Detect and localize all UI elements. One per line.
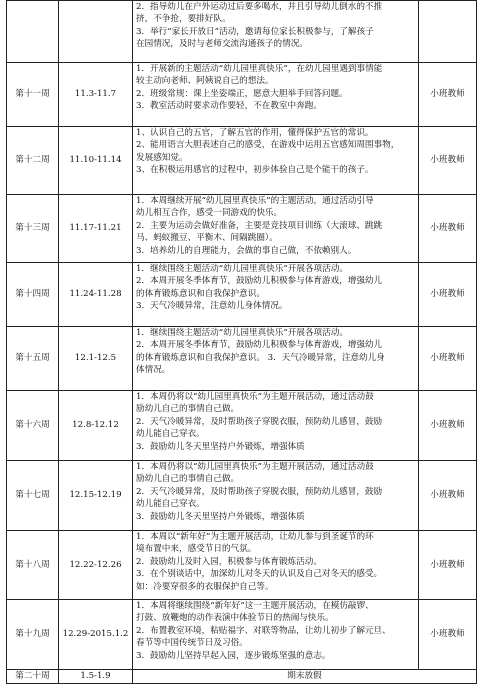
content-line: 2、能用语言大胆表述自己的感受，在游戏中运用五官感知周围事物， bbox=[136, 140, 400, 151]
table-row bbox=[7, 327, 477, 391]
date-cell: 12.1-12.5 bbox=[59, 327, 133, 391]
content-cell bbox=[133, 127, 419, 195]
content-cell bbox=[133, 195, 419, 263]
date-cell: 11.24-11.28 bbox=[59, 263, 133, 327]
content-line: 3．教室活动时要求动作要轻，不在教室中奔跑。 bbox=[136, 101, 322, 112]
content-line: 3、在积极运用感官的过程中，初步体验自己是个能干的孩子。 bbox=[136, 165, 374, 176]
content-line: 幼儿能自己穿衣。 bbox=[136, 429, 205, 440]
table-row bbox=[7, 1, 477, 63]
content-line: 2．天气冷暖异常，及时帮助孩子穿脱衣服，预防幼儿感冒，鼓励 bbox=[136, 416, 383, 427]
content-line: 幼儿能自己穿衣。 bbox=[136, 499, 205, 510]
content-line: 1．本周仍将以“幼儿园里真快乐”为主题开展活动，通过活动鼓 bbox=[136, 392, 374, 402]
date-cell: 12.8-12.12 bbox=[59, 391, 133, 461]
content-line: 1．开展新的主题活动“幼儿园里真快乐”，在幼儿园里遇到事情能 bbox=[136, 64, 383, 74]
content-cell bbox=[133, 327, 419, 391]
content-line: 较主动向老师、阿姨说自己的想法。 bbox=[136, 76, 274, 87]
holiday-cell: 期末放假 bbox=[133, 670, 477, 684]
content-line: 3．天气冷暖异常，注意幼儿身体情况。 bbox=[136, 301, 288, 312]
teacher-cell bbox=[419, 1, 477, 63]
teacher-cell: 小班教师 bbox=[419, 600, 477, 670]
content-line: 励幼儿自己的事情自己做。 bbox=[136, 474, 240, 485]
date-cell: 12.29-2015.1.2 bbox=[59, 600, 133, 670]
content-line: 的体育锻炼意识和自我保护意识。 bbox=[136, 288, 265, 299]
content-cell bbox=[133, 461, 419, 531]
week-cell: 第十一周 bbox=[7, 63, 59, 127]
date-cell: 11.3-11.7 bbox=[59, 63, 133, 127]
content-line: 2．天气冷暖异常，及时帮助孩子穿脱衣服，预防幼儿感冒，鼓励 bbox=[136, 486, 383, 497]
content-line: 1．继续围绕主题活动“幼儿园里真快乐”开展各项活动。 bbox=[136, 264, 348, 274]
content-cell bbox=[133, 600, 419, 670]
content-line: 1．本周将继续围绕“新年好”这一主题开展活动，在模仿敲锣、 bbox=[136, 601, 374, 611]
date-cell bbox=[59, 1, 133, 63]
week-cell: 第二十周 bbox=[7, 670, 59, 684]
content-line: 2．指导幼儿在户外运动过后要多喝水，并且引导幼儿倒水的不推 bbox=[136, 2, 383, 12]
teacher-cell: 小班教师 bbox=[419, 327, 477, 391]
teacher-cell: 小班教师 bbox=[419, 127, 477, 195]
week-cell: 第十五周 bbox=[7, 327, 59, 391]
content-line: 3．在个别谈话中，加深幼儿对冬天的认识及自己对冬天的感受。 bbox=[136, 569, 383, 580]
teacher-cell: 小班教师 bbox=[419, 263, 477, 327]
date-cell: 11.17-11.21 bbox=[59, 195, 133, 263]
content-cell bbox=[133, 391, 419, 461]
weekly-plan-table bbox=[6, 0, 477, 684]
content-line: 2．本周开展冬季体育节，鼓励幼儿积极参与体育游戏，增强幼儿 bbox=[136, 276, 383, 287]
week-cell: 第十六周 bbox=[7, 391, 59, 461]
date-cell: 11.10-11.14 bbox=[59, 127, 133, 195]
content-line: 2．主要为运动会做好准备，主要是竞技项目训练（大滚球、跳跳 bbox=[136, 220, 383, 231]
table-row bbox=[7, 63, 477, 127]
week-cell: 第十三周 bbox=[7, 195, 59, 263]
content-line: 1、认识自己的五官，了解五官的作用，懂得保护五官的常识。 bbox=[136, 128, 374, 138]
table-row bbox=[7, 263, 477, 327]
content-line: 幼儿相互合作，感受一同游戏的快乐。 bbox=[136, 208, 283, 219]
content-line: 2．鼓励幼儿及时入园，积极参与体育锻炼活动。 bbox=[136, 556, 322, 567]
date-cell: 1.5-1.9 bbox=[59, 670, 133, 684]
content-line: 3．鼓励幼儿冬天里坚持户外锻炼，增强体质 bbox=[136, 441, 305, 452]
table-row bbox=[7, 461, 477, 531]
date-cell: 12.15-12.19 bbox=[59, 461, 133, 531]
content-line: 打鼓、放鞭炮的动作表演中体验节日的热闹与快乐。 bbox=[136, 613, 334, 624]
content-line: 2．布置教室环境，粘贴福字、对联等物品，让幼儿初步了解元旦、 bbox=[136, 625, 391, 636]
table-row bbox=[7, 531, 477, 600]
week-cell bbox=[7, 1, 59, 63]
content-line: 的体育锻炼意识和自我保护意识。 3．天气冷暖异常，注意幼儿身 bbox=[136, 352, 385, 363]
content-line: 3．鼓励幼儿坚持早起入园，逐步锻炼坚强的意志。 bbox=[136, 650, 331, 661]
teacher-cell: 小班教师 bbox=[419, 195, 477, 263]
date-cell: 12.22-12.26 bbox=[59, 531, 133, 600]
week-cell: 第十八周 bbox=[7, 531, 59, 600]
content-cell bbox=[133, 531, 419, 600]
content-line: 3．鼓励幼儿冬天里坚持户外锻炼，增强体质 bbox=[136, 511, 305, 522]
content-line: 1．本周继续开展“幼儿园里真快乐”的主题活动，通过活动引导 bbox=[136, 196, 374, 206]
content-line: 2．本周开展冬季体育节，鼓励幼儿积极参与体育游戏，增强幼儿 bbox=[136, 340, 383, 351]
content-cell bbox=[133, 63, 419, 127]
content-line: 2．班级常规：课上坐姿端正，愿意大胆举手回答问题。 bbox=[136, 88, 348, 99]
content-line: 境布置中来，感受节日的气氛。 bbox=[136, 544, 257, 555]
content-line: 励幼儿自己的事情自己做。 bbox=[136, 404, 240, 415]
table-row bbox=[7, 600, 477, 670]
content-line: 发展感知觉。 bbox=[136, 152, 188, 163]
week-cell: 第十四周 bbox=[7, 263, 59, 327]
table-row bbox=[7, 127, 477, 195]
content-line: 如：冷要穿很多的衣服保护自己等。 bbox=[136, 581, 274, 592]
teacher-cell: 小班教师 bbox=[419, 63, 477, 127]
week-cell: 第十九周 bbox=[7, 600, 59, 670]
week-cell: 第十二周 bbox=[7, 127, 59, 195]
teacher-cell: 小班教师 bbox=[419, 531, 477, 600]
content-line: 在园情况，及时与老师交流沟通孩子的情况。 bbox=[136, 39, 308, 50]
content-line: 3．培养幼儿的自理能力，会做的事自己做，不依赖别人。 bbox=[136, 245, 357, 256]
table-row-holiday bbox=[7, 670, 477, 684]
content-line: 1．继续围绕主题活动“幼儿园里真快乐”开展各项活动。 bbox=[136, 328, 348, 338]
content-cell bbox=[133, 263, 419, 327]
teacher-cell: 小班教师 bbox=[419, 461, 477, 531]
content-line: 1．本周仍将以“幼儿园里真快乐”为主题开展活动，通过活动鼓 bbox=[136, 462, 374, 472]
week-cell: 第十七周 bbox=[7, 461, 59, 531]
content-line: 体情况。 bbox=[136, 365, 171, 376]
content-line: 1．本周以“新年好”为主题开展活动，让幼儿参与到圣诞节的环 bbox=[136, 532, 374, 542]
content-line: 马、蚂蚁搬豆、平衡木、间隔跳圈）。 bbox=[136, 233, 278, 244]
content-line: 挤，不争抢，要排好队。 bbox=[136, 14, 231, 25]
content-line: 3．举行“家长开放日”活动，邀请每位家长积极参与，了解孩子 bbox=[136, 26, 374, 37]
table-row bbox=[7, 391, 477, 461]
teacher-cell: 小班教师 bbox=[419, 391, 477, 461]
content-line: 春节等中国传统节日及习俗。 bbox=[136, 638, 248, 649]
content-cell bbox=[133, 1, 419, 63]
table-row bbox=[7, 195, 477, 263]
